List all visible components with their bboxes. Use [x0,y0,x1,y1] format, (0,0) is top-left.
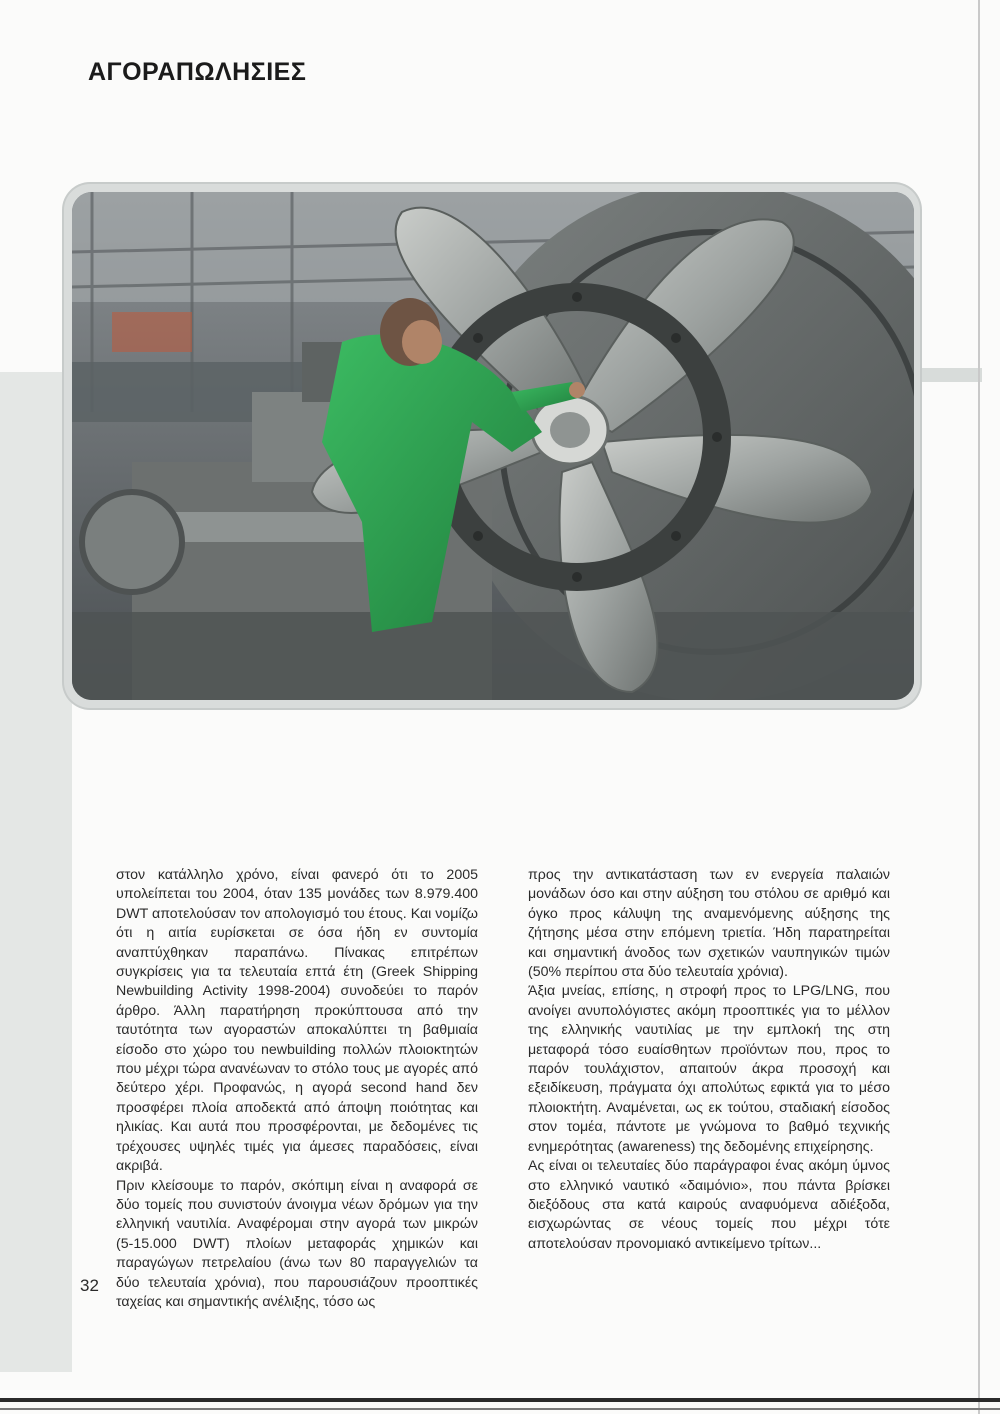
article-paragraph: στον κατάλληλο χρόνο, είναι φανερό ότι το 2005 υπολείπεται του 2004, όταν 135 μονάδες των 8.979.400 DWT αποτελούσαν τον απολογισμό του έτους. Και νομίζω ότι η αιτία ευρίσκεται σε όσα ήδη εν συντομία αναπτύχθηκαν παραπάνω. Πίνακας επιτρέπων συγκρίσεις για τα τελευταία επτά έτη (Greek Shipping Newbuilding Activity 1998-2004) συνοδεύει το παρόν άρθρο. Άλλη παρατήρηση προκύπτουσα από την ταυτότητα των αγοραστών αποκαλύπτει τη βαθμιαία είσοδο στο χώρο του newbuilding πολλών πλοιοκτητών που μέχρι τώρα ανανέωναν το στόλο τους με αγορές από δεύτερο χέρι. Προφανώς, η αγορά second hand δεν προσφέρει πλοία αποδεκτά από άποψη ποιότητας και ηλικίας. Και αυτά που προσφέρονται, με δεδομένες τις τρέχουσες υψηλές τιμές για άμεσες παραδόσεις, είναι ακριβά. [116,867,478,1175]
article-paragraph: Πριν κλείσουμε το παρόν, σκόπιμη είναι η αναφορά σε δύο τομείς που συνιστούν άνοιγμα νέων δρόμων για την ελληνική ναυτιλία. Αναφέρομαι στην αγορά των μικρών (5-15.000 DWT) πλοίων μεταφοράς χημικών και παραγώγων πετρελαίου (άνω των 80 παραγγελιών τα δύο τελευταία χρόνια), που παρουσιάζουν προοπτικές ταχείας και σημαντικής ανέλιξης, τόσο ως [116,1177,478,1310]
left-margin-band [0,372,72,1372]
photo-illustration [72,192,914,700]
section-title: ΑΓΟΡΑΠΩΛΗΣΙΕΣ [88,58,307,86]
article-paragraph: Άξια μνείας, επίσης, η στροφή προς το LPG/LNG, που ανοίγει ανυπολόγιστες ακόμη προοπτικές για το μέλλον της ελληνικής ναυτιλίας με την εμπλοκή της στη μεταφορά τόσο ευαίσθητων προϊόντων που, προς το παρόν τουλάχιστον, απαιτούν άκρα προσοχή και εξειδίκευση, πράγματα όχι απολύτως εφικτά για το μέσο πλοιοκτήτη. Αναμένεται, ως εκ τούτου, σταδιακή είσοδος στον τομέα, πάντοτε με γνώμονα το βαθμό τεχνικής ενημερότητας (awareness) της δεδομένης επιχείρησης. [528,983,890,1155]
page-edge [978,0,980,1414]
bottom-rule-secondary [0,1408,1000,1410]
article-paragraph: Ας είναι οι τελευταίες δύο παράγραφοι ένας ακόμη ύμνος στο ελληνικό ναυτικό «δαιμόνιο», που πάντα βρίσκει διεξόδους στα κατά καιρούς αναφυόμενα αδιέξοδα, εισχωρώντας σε νέους τομείς που μέχρι τότε αποτελούσαν προνομιακό αντικείμενο τρίτων... [528,1158,890,1252]
article-paragraph: προς την αντικατάσταση των εν ενεργεία παλαιών μονάδων όσο και στην αύξηση του στόλου σε αριθμό και όγκο προς κάλυψη της αναμενόμενης αύξησης της ζήτησης μέσα στην επόμενη τριετία. Ήδη παρατηρείται και σημαντική άνοδος των σχετικών ναυπηγικών τιμών (50% περίπου στα δύο τελευταία χρόνια). [528,867,890,981]
page-number: 32 [80,1276,99,1295]
right-margin-band [912,368,982,382]
propeller-workshop-photo [72,192,914,700]
bottom-rule [0,1398,1000,1402]
article-column-right [528,866,890,1254]
article-column-left [116,866,478,1312]
